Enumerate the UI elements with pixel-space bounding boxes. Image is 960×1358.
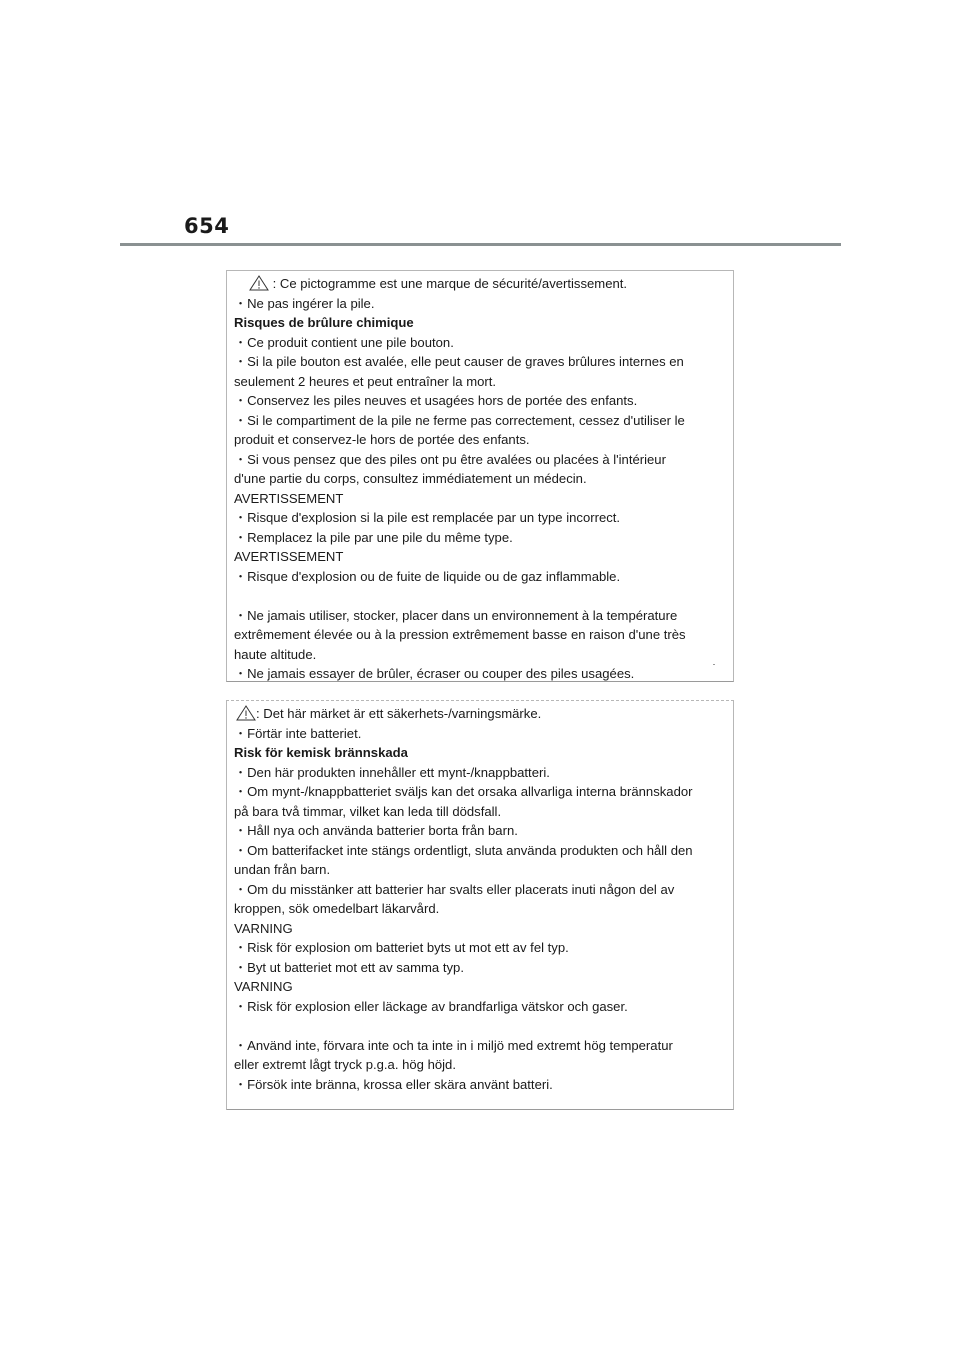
french-warning-line: [234, 586, 733, 606]
swedish-warning-line: VARNING: [234, 920, 293, 936]
swedish-warning-line: ・Om mynt-/knappbatteriet sväljs kan det orsaka allvarliga interna brännskador: [234, 784, 693, 799]
swedish-warning-line: undan från barn.: [234, 862, 331, 877]
swedish-warning-line: eller extremt lågt tryck p.g.a. hög höjd.: [234, 1057, 456, 1072]
french-warning-line: extrêmement élevée ou à la pression extrêmement basse en raison d'une très: [234, 627, 686, 642]
swedish-warning-line: ・Håll nya och använda batterier borta från barn.: [234, 823, 518, 838]
swedish-warning-line: [234, 704, 733, 724]
french-warning-line: AVERTISSEMENT: [234, 490, 344, 506]
swedish-warning-line: ・Om du misstänker att batterier har svalts eller placerats inuti någon del av: [234, 881, 675, 897]
page-number: 654: [184, 214, 230, 238]
french-warning-line: produit et conservez-le hors de portée des enfants.: [234, 432, 530, 447]
french-warning-line: d'une partie du corps, consultez immédiatement un médecin.: [234, 471, 587, 486]
french-warning-line: ・Ne jamais essayer de brûler, écraser ou couper des piles usagées.: [234, 666, 635, 681]
french-warning-line: ・Si la pile bouton est avalée, elle peut causer de graves brûlures internes en: [234, 354, 684, 369]
swedish-warning-line: ・Den här produkten innehåller ett mynt-/knappbatteri.: [234, 764, 550, 780]
swedish-warning-box: [226, 700, 734, 1110]
french-warning-line: ・Conservez les piles neuves et usagées hors de portée des enfants.: [234, 393, 638, 408]
swedish-warning-text: [234, 704, 733, 1094]
french-warning-line: seulement 2 heures et peut entraîner la mort.: [234, 373, 497, 389]
stray-mark: [713, 664, 715, 665]
french-warning-line: ・Ne pas ingérer la pile.: [234, 295, 375, 311]
french-warning-box: [226, 270, 734, 682]
french-warning-text: [234, 274, 733, 684]
swedish-warning-line: ・Risk för explosion eller läckage av brandfarliga vätskor och gaser.: [234, 998, 628, 1014]
french-warning-line: haute altitude.: [234, 646, 317, 662]
french-warning-line: ・Si vous pensez que des piles ont pu être avalées ou placées à l'intérieur: [234, 451, 666, 467]
swedish-warning-line: VARNING: [234, 979, 293, 994]
warning-triangle-icon: [236, 705, 256, 721]
swedish-warning-line: ・Förtär inte batteriet.: [234, 725, 362, 741]
swedish-warning-line: ・Om batterifacket inte stängs ordentligt, sluta använda produkten och håll den: [234, 842, 693, 858]
swedish-warning-line: kroppen, sök omedelbart läkarvård.: [234, 901, 440, 916]
swedish-warning-line: på bara två timmar, vilket kan leda till dödsfall.: [234, 803, 502, 819]
french-warning-line: ・Risque d'explosion si la pile est remplacée par un type incorrect.: [234, 510, 621, 525]
swedish-warning-line: ・Använd inte, förvara inte och ta inte in i miljö med extremt hög temperatur: [234, 1037, 673, 1053]
warning-triangle-icon: [249, 275, 269, 291]
swedish-warning-line: Risk för kemisk brännskada: [234, 745, 408, 760]
french-warning-line: ・Remplacez la pile par une pile du même type.: [234, 529, 513, 545]
french-warning-line: ・Ce produit contient une pile bouton.: [234, 334, 454, 350]
swedish-warning-line: ・Risk för explosion om batteriet byts ut mot ett av fel typ.: [234, 940, 569, 955]
swedish-warning-icon-caption: : Det här märket är ett säkerhets-/varningsmärke.: [256, 706, 542, 721]
french-warning-line: AVERTISSEMENT: [234, 549, 344, 564]
french-warning-line: Risques de brûlure chimique: [234, 315, 414, 330]
french-warning-line: [234, 274, 733, 294]
swedish-warning-line: ・Försök inte bränna, krossa eller skära använt batteri.: [234, 1076, 553, 1092]
french-warning-line: ・Ne jamais utiliser, stocker, placer dans un environnement à la température: [234, 607, 678, 623]
swedish-warning-line: ・Byt ut batteriet mot ett av samma typ.: [234, 959, 464, 975]
french-warning-line: ・Si le compartiment de la pile ne ferme pas correctement, cessez d'utiliser le: [234, 412, 685, 428]
header-rule: [120, 243, 841, 246]
french-warning-icon-caption: : Ce pictogramme est une marque de sécurité/avertissement.: [269, 276, 628, 291]
french-warning-line: ・Risque d'explosion ou de fuite de liquide ou de gaz inflammable.: [234, 568, 621, 584]
swedish-warning-line: [234, 1016, 733, 1036]
